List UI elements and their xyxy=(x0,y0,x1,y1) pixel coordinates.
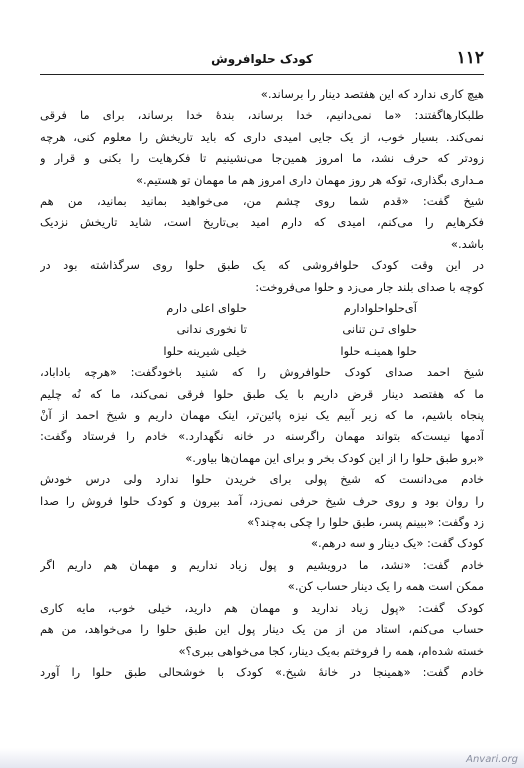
page-header xyxy=(40,48,484,74)
poem-hemistich: حلوا همینـه حلوا xyxy=(340,343,417,358)
poem-row xyxy=(40,341,484,362)
text-line: خسته شده‌ام، همه را فروختم به‌یک دینار، کجا می‌خواهی ببری؟» xyxy=(178,643,484,658)
text-line: در این وقت کودک حلوافروشی که یک طبق حلوا روی سرگذاشته بود در xyxy=(40,258,484,273)
text-line: کودک گفت: «پول زیاد ندارید و مهمان هم دارید، خیلی خوب، مایه کاری xyxy=(40,600,484,615)
poem-row xyxy=(40,298,484,319)
poem-block xyxy=(40,298,484,362)
poem-hemistich: حلوای اعلی دارم xyxy=(166,301,247,316)
text-line: پنجاه باشیم، ما که زیر آبیم یک نیزه پائین‌تر، اینک مهمان داریم و شیخ احمد از آنْ xyxy=(40,408,484,423)
poem-hemistich: آی‌حلواحلوادارم xyxy=(343,301,417,316)
bottom-strip xyxy=(0,748,524,768)
poem-hemistich: حلوای تـن تنانی xyxy=(342,322,417,337)
text-line: مـداری بگذاری، توکه هر روز مهمان داری امروز هم ما مهمان تو هستیم.» xyxy=(135,172,484,187)
text-line: زودتر که حرف نشد، ما امروز همین‌جا می‌نشینیم تا فکرهایت را بکنی و قرار و xyxy=(40,151,484,166)
text-line: خادم می‌دانست که شیخ پولی برای خریدن حلوا ندارد ولی درس خودش xyxy=(40,472,484,487)
text-line: باشد.» xyxy=(450,236,484,251)
text-line: نمی‌کند. بسیار خوب، از یک جایی امیدی داری که باید تاریخش را معلوم کنی، هرچه xyxy=(40,129,484,144)
poem-hemistich: خیلی شیرینه حلوا xyxy=(163,343,247,358)
text-line: طلبکارهاگفتند: «ما نمی‌دانیم، خدا برساند، بندهٔ خدا برساند، برای ما فرقی xyxy=(40,108,484,123)
text-line: آدمها نیست‌که بتواند مهمان راگرسنه در خانه نگهدارد.» خادم را فرستاد وگفت: xyxy=(40,429,484,444)
watermark: Anvari.org xyxy=(466,754,518,765)
poem-hemistich: تا نخوری ندانی xyxy=(176,322,247,337)
text-line: ممکن است همه را یک دینار حساب کن.» xyxy=(287,579,484,594)
text-line: کودک گفت: «یک دینار و سه درهم.» xyxy=(310,536,484,551)
text-line: شیخ گفت: «قدم شما روی چشم من، می‌خواهید بمانید بمانید، من هم xyxy=(40,194,484,209)
text-line: حساب می‌کنم، استاد من از من یک دینار پول این طبق حلوا را می‌خواهد، من هم xyxy=(40,622,484,637)
text-line: شیخ احمد صدای کودک حلوافروش را که شنید باخودگفت: «هرچه باداباد، xyxy=(40,365,484,380)
poem-row xyxy=(40,319,484,340)
text-line: هیچ کاری ندارد که این هفتصد دینار را برساند.» xyxy=(260,87,484,101)
text-line: زد وگفت: «ببینم پسر، طبق حلوا را چکی به‌چند؟» xyxy=(247,515,484,530)
running-title: کودک حلوافروش xyxy=(211,52,313,66)
text-line: را روان بود و روی حرف شیخ حرفی نمی‌زد، آمد بیرون و کودک حلوا فروش را صدا xyxy=(40,493,484,508)
text-line: فکرهایم را می‌کنم، امیدی که دارم امید بی‌تاریخ است، شاید تاریخش نزدیک xyxy=(40,215,484,230)
body-text xyxy=(40,84,484,683)
page-number: ۱۱۲ xyxy=(456,48,484,68)
header-rule xyxy=(40,74,484,75)
text-line: کوچه با صدای بلند جار می‌زد و حلوا می‌فروخت: xyxy=(255,279,484,294)
text-line: «برو طبق حلوا را از این کودک بخر و برای این مهمان‌ها بیاور.» xyxy=(185,450,484,465)
text-line: ما که هفتصد دینار قرض داریم با یک طبق حلوا فرقی نمی‌کند، ما که نُه چلیم xyxy=(40,386,484,401)
text-line: خادم گفت: «همینجا در خانهٔ شیخ.» کودک با خوشحالی طبق حلوا را آورد xyxy=(40,664,484,679)
text-line: خادم گفت: «نشد، ما درویشیم و پول زیاد نداریم و مهمان هم داریم اگر xyxy=(40,557,484,572)
